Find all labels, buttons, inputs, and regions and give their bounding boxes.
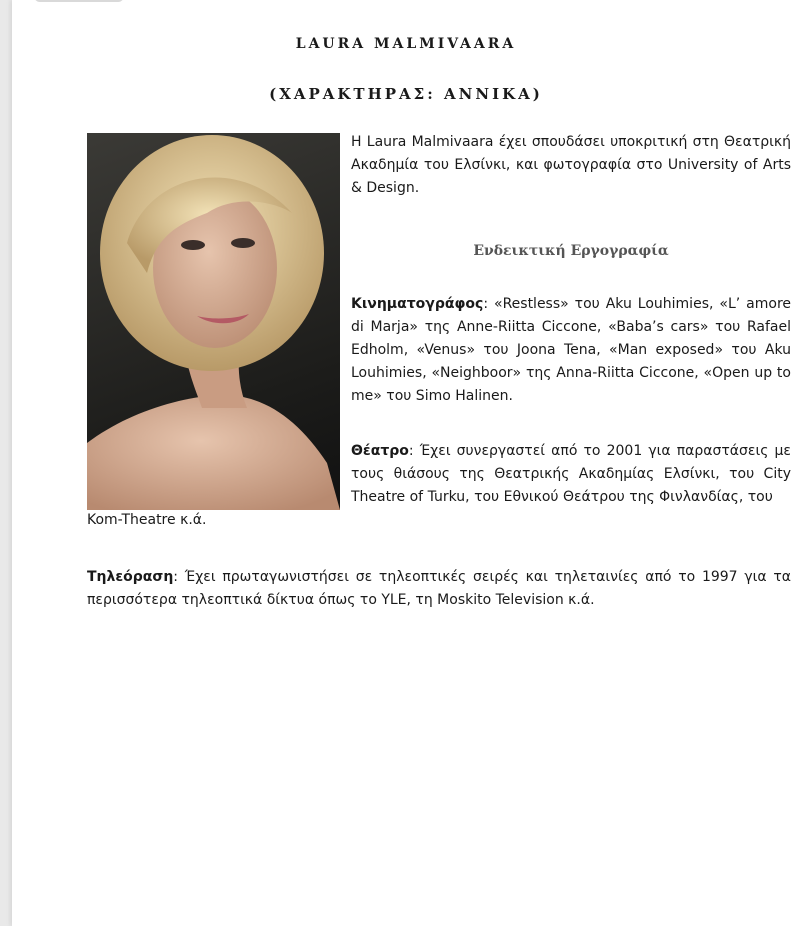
- theatre-paragraph: [351, 440, 791, 509]
- theatre-label: Θέατρο: [351, 443, 409, 459]
- television-label: Τηλεόραση: [87, 569, 174, 585]
- cinema-paragraph: [351, 293, 791, 408]
- cinema-label: Κινηματογράφος: [351, 296, 484, 312]
- theatre-paragraph-continuation: Kom-Theatre κ.ά.: [87, 512, 207, 528]
- television-text: : Έχει πρωταγωνιστήσει σε τηλεοπτικές σειρές και τηλεταινίες από το 1997 για τα περισσότερα τηλεοπτικά δίκτυα όπως το YLE, τη Moskito Television κ.ά.: [87, 569, 791, 608]
- portrait-photo: [87, 133, 340, 510]
- filmography-heading: Ενδεικτική Εργογραφία: [473, 243, 669, 259]
- page-tab: [34, 0, 124, 2]
- cinema-text: : «Restless» του Aku Louhimies, «L’ amore di Marja» της Anne-Riitta Ciccone, «Baba’s cars» του Rafael Edholm, «Venus» του Joona Tena, «Man exposed» του Aku Louhimies, «Neighboor» της Anna-Riitta Ciccone, «Open up to me» του Simo Halinen.: [351, 296, 791, 404]
- intro-paragraph: Η Laura Malmivaara έχει σπουδάσει υποκριτική στη Θεατρική Ακαδημία του Ελσίνκι, και φωτογραφία στο University of Arts & Design.: [351, 134, 791, 196]
- theatre-text: : Έχει συνεργαστεί από το 2001 για παραστάσεις με τους θιάσους της Θεατρικής Ακαδημίας Ελσίνκι, του City Theatre of Turku, του Εθνικού Θεάτρου της Φινλανδίας, του: [351, 443, 791, 505]
- television-paragraph: [87, 566, 791, 612]
- document-page: [12, 0, 800, 926]
- character-role: (ΧΑΡΑΚΤΗΡΑΣ: ΑΝΝΙΚΑ): [269, 85, 543, 103]
- actor-name: LAURA MALMIVAARA: [295, 36, 517, 52]
